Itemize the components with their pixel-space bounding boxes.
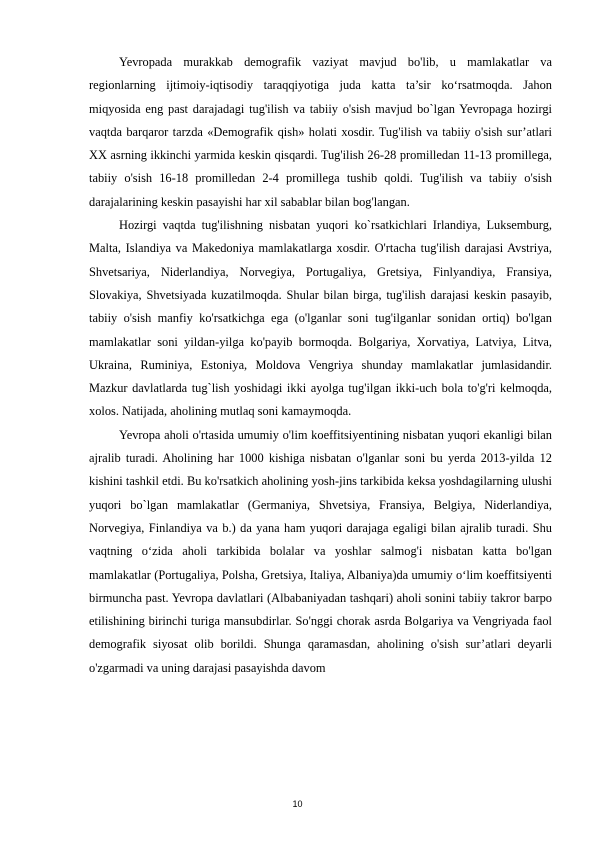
paragraph-birth-rates: Hozirgi vaqtda tug'ilishning nisbatan yuqori ko`rsatkichlari Irlandiya, Luksemburg, Malta, Islandiya va Makedoniya mamlakatlarga xosdir. O'rtacha tug'ilish darajasi Avstriya, Shvetsariya, Niderlandiya, Norvegiya, Portugaliya, Gretsiya, Finlyandiya, Fransiya, Slovakiya, Shvetsiyada kuzatilmoqda. Shular bilan birga, tug'ilish darajasi keskin pasayib, tabiiy o'sish manfiy ko'rsatkichga ega (o'lganlar soni tug'ilganlar sonidan ortiq) bo'lgan mamlakatlar soni yildan-yilga ko'payib bormoqda. Bolgariya, Xorvatiya, Latviya, Litva, Ukraina, Ruminiya, Estoniya, Moldova Vengriya shunday mamlakatlar jumlasidandir. Mazkur davlatlarda tug`lish yoshidagi ikki ayolga tug'ilgan ikki-uch bola to'g'ri kelmoqda, xolos. Natijada, aholining mutlaq soni kamaymoqda. [89, 218, 552, 419]
page-number: 10 [292, 799, 303, 809]
paragraph-mortality: Yevropa aholi o'rtasida umumiy o'lim koeffitsiyentining nisbatan yuqori ekanligi bilan ajralib turadi. Aholining har 1000 kishiga nisbatan o'lganlar soni bu yerda 2013-yilda 12 kishini tashkil etdi. Bu ko'rsatkich aholining yosh-jins tarkibida keksa yoshdagilarning ulushi yuqori bo`lgan mamlakatlar (Germaniya, Shvetsiya, Fransiya, Belgiya, Niderlandiya, Norvegiya, Finlandiya va b.) da yana ham yuqori darajaga egaligi bilan ajralib turadi. Shu vaqtning o‘zida aholi tarkibida bolalar va yoshlar salmog'i nisbatan katta bo'lgan mamlakatlar (Portugaliya, Polsha, Gretsiya, Italiya, Albaniya)da umumiy o‘lim koeffitsiyenti birmuncha past. Yevropa davlatlari (Albabaniyadan tashqari) aholi sonini tabiiy takror barpo etilishining birinchi turiga mansubdirlar. So'nggi chorak asrda Bolgariya va Vengriyada faol demografik siyosat olib borildi. Shunga qaramasdan, aholining o'sish sur’atlari deyarli o'zgarmadi va uning darajasi pasayishda davom [89, 427, 552, 675]
body-text [89, 51, 552, 680]
paragraph-demographic-winter: Yevropada murakkab demografik vaziyat mavjud bo'lib, u mamlakatlar va regionlarning ijtimoiy-iqtisodiy taraqqiyotiga juda katta ta’sir ko‘rsatmoqda. Jahon miqyosida eng past darajadagi tug'ilish va tabiiy o'sish mavjud bo`lgan Yevropaga hozirgi vaqtda barqaror tarzda «Demografik qish» holati xosdir. Tug'ilish va tabiiy o'sish sur’atlari XX asrning ikkinchi yarmida keskin qisqardi. Tug'ilish 26-28 promilledan 11-13 promillega, tabiiy o'sish 16-18 promilledan 2-4 promillega tushib qoldi. Tug'ilish va tabiiy o'sish darajalarining keskin pasayishi har xil sabablar bilan bog'langan. [89, 55, 552, 209]
